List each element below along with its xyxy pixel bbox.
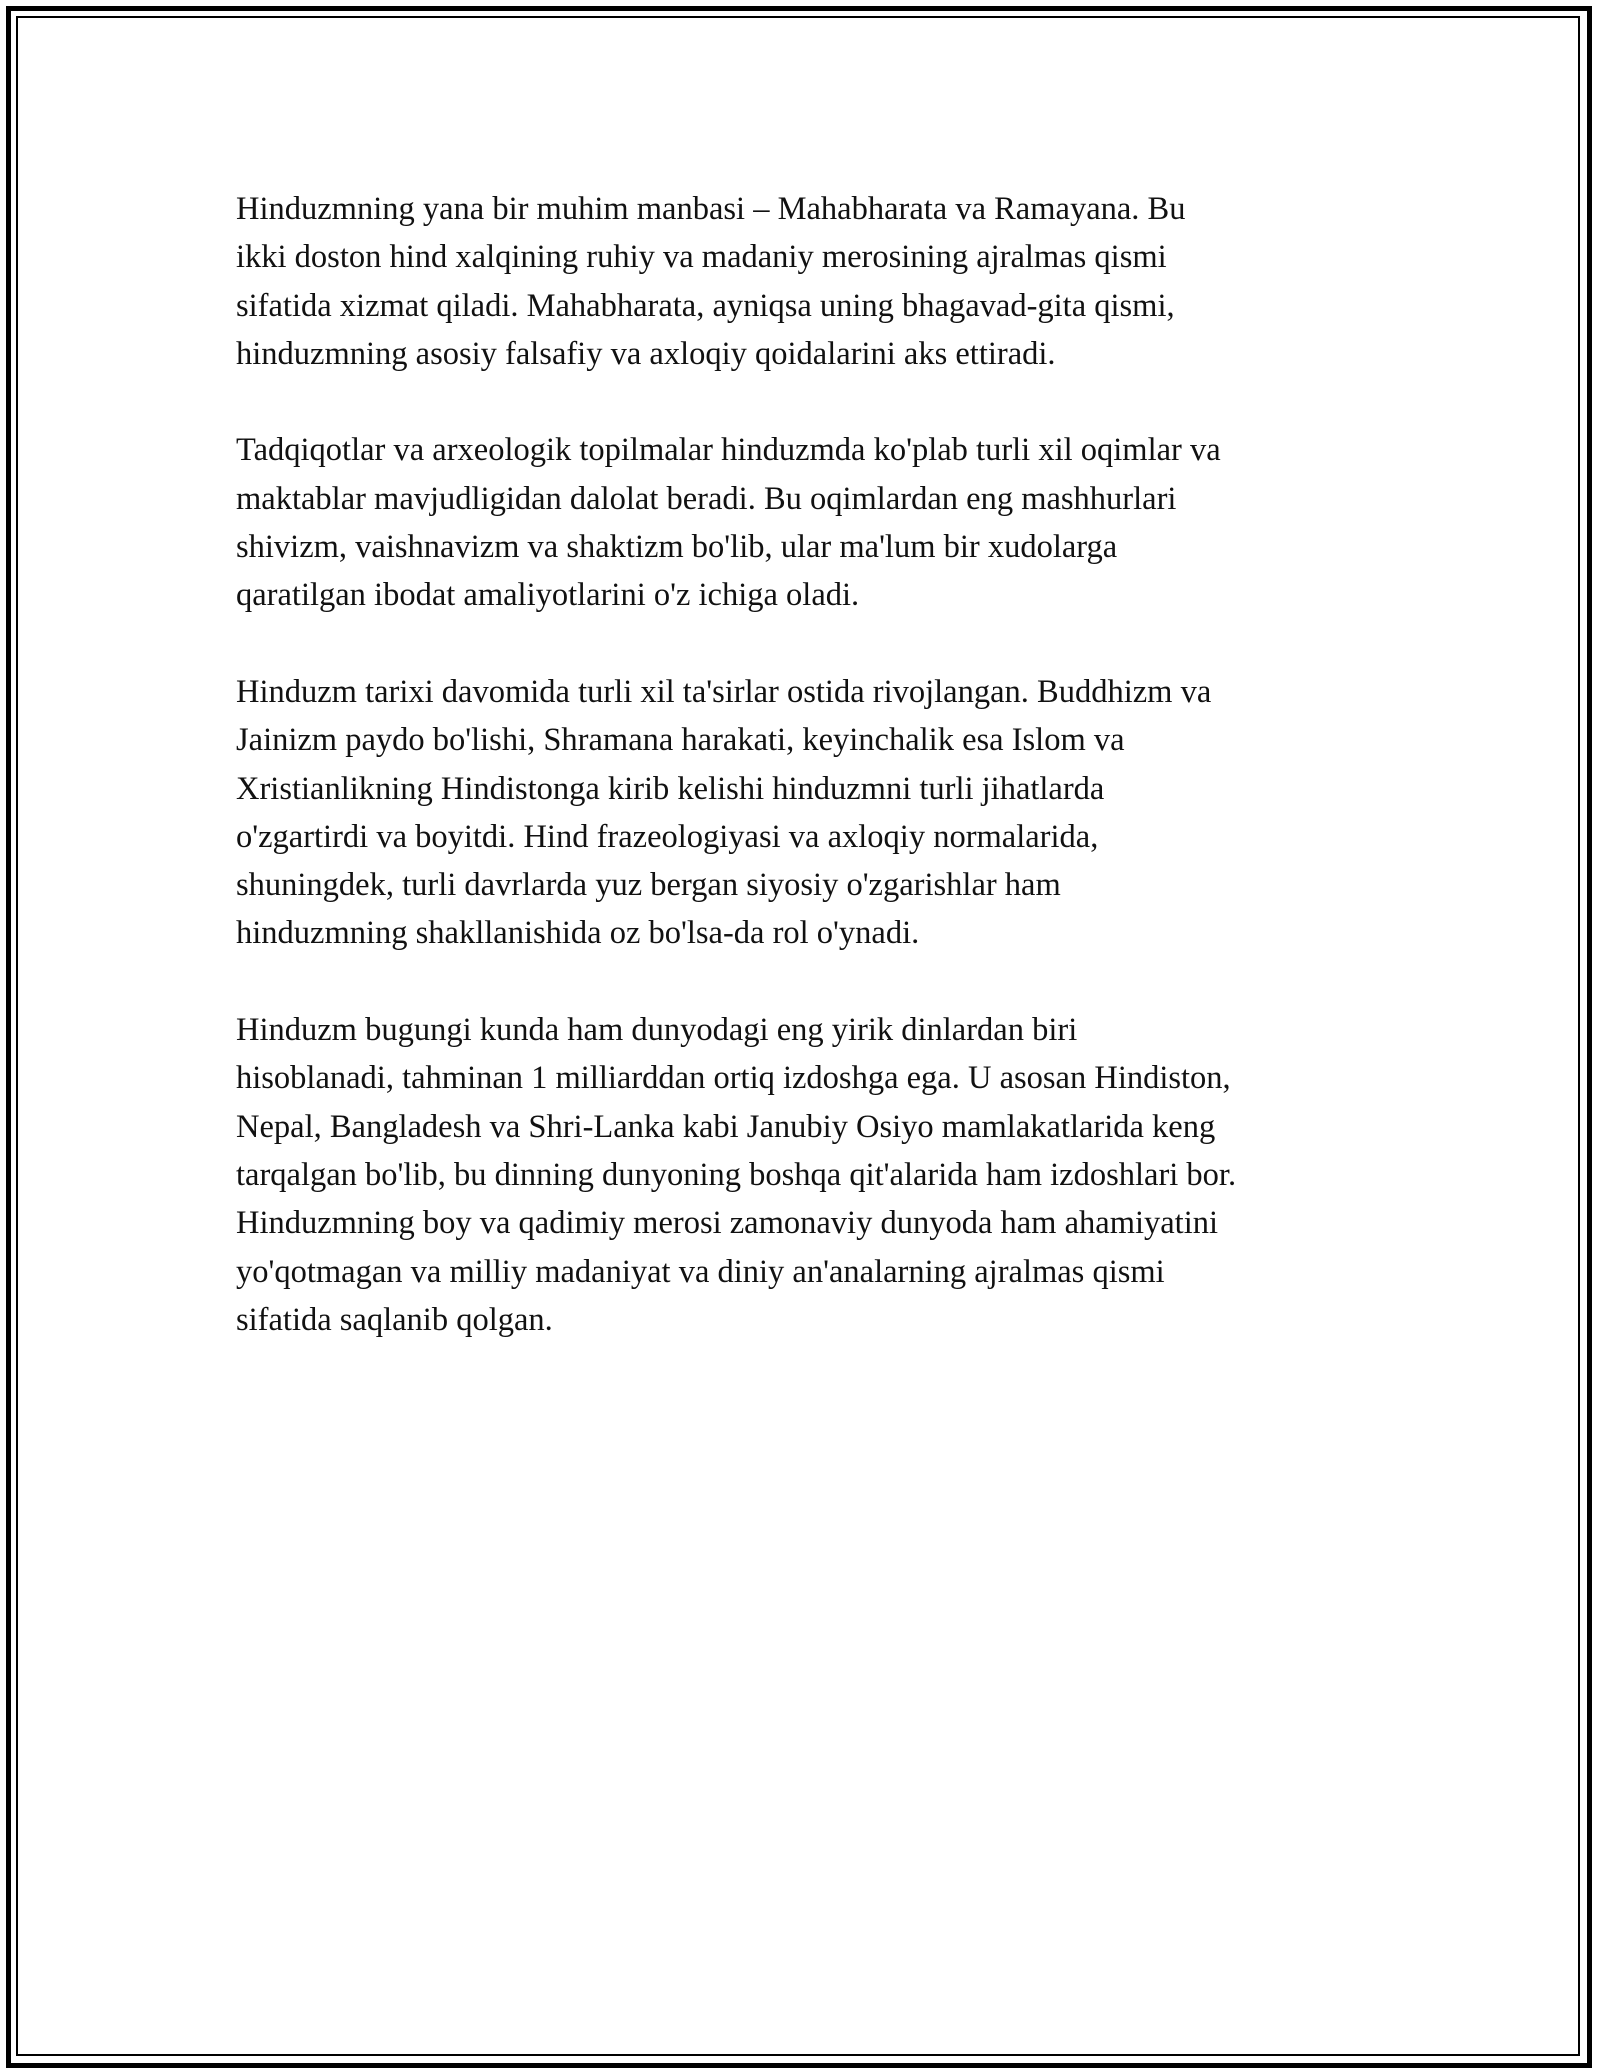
paragraph-history-influences: Hinduzm tarixi davomida turli xil ta'sirlar ostida rivojlangan. Buddhizm va Jainizm paydo bo'lishi, Shramana harakati, keyinchalik esa Islom va Xristianlikning Hindistonga kirib kelishi hinduzmni turli jihatlarda o'zgartirdi va boyitdi. Hind frazeologiyasi va axloqiy normalarida, shuningdek, turli davrlarda yuz bergan siyosiy o'zgarishlar ham hinduzmning shakllanishida oz bo'lsa-da rol o'ynadi. <box>236 673 1212 952</box>
paragraph-research-schools: Tadqiqotlar va arxeologik topilmalar hinduzmda ko'plab turli xil oqimlar va maktablar mavjudligidan dalolat beradi. Bu oqimlardan eng mashhurlari shivizm, vaishnavizm va shaktizm bo'lib, ular ma'lum bir xudolarga qaratilgan ibodat amaliyotlarini o'z ichiga oladi. <box>236 432 1221 614</box>
paragraph-mahabharata-ramayana: Hinduzmning yana bir muhim manbasi – Mahabharata va Ramayana. Bu ikki doston hind xalqining ruhiy va madaniy merosining ajralmas qismi sifatida xizmat qiladi. Mahabharata, ayniqsa uning bhagavad-gita qismi, hinduzmning asosiy falsafiy va axloqiy qoidalarini aks ettiradi. <box>236 191 1186 372</box>
paragraph-modern-hinduism: Hinduzm bugungi kunda ham dunyodagi eng yirik dinlardan biri hisoblanadi, tahminan 1 milliarddan ortiq izdoshga ega. U asosan Hindiston, Nepal, Bangladesh va Shri-Lanka kabi Janubiy Osiyo mamlakatlarida keng tarqalgan bo'lib, bu dinning dunyoning boshqa qit'alarida ham izdoshlari bor. Hinduzmning boy va qadimiy merosi zamonaviy dunyoda ham ahamiyatini yo'qotmagan va milliy madaniyat va diniy an'analarning ajralmas qismi sifatida saqlanib qolgan. <box>236 1012 1237 1338</box>
document-body <box>236 185 1386 1344</box>
